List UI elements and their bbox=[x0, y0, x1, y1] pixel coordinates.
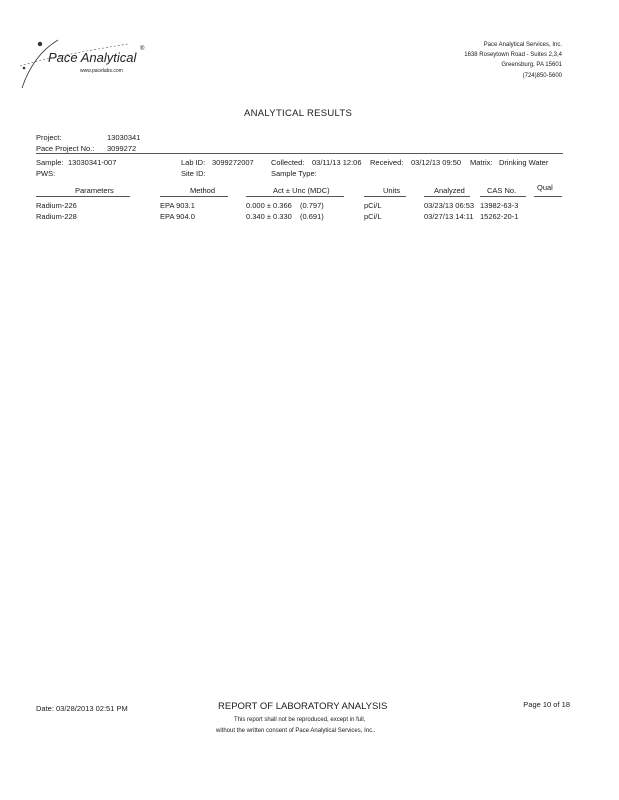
pace-project-label: Pace Project No.: bbox=[36, 144, 95, 153]
footer-date: Date: 03/28/2013 02:51 PM bbox=[36, 704, 128, 713]
row-units: pCi/L bbox=[364, 212, 382, 221]
header-underline-qual bbox=[534, 196, 562, 197]
header-underline-cas bbox=[480, 196, 526, 197]
header-underline-act-unc bbox=[246, 196, 344, 197]
row-analyzed: 03/27/13 14:11 bbox=[424, 212, 474, 221]
document-title: ANALYTICAL RESULTS bbox=[244, 108, 353, 119]
collected-label: Collected: bbox=[271, 158, 305, 167]
lab-id-label: Lab ID: bbox=[181, 158, 206, 167]
row-result: 0.340 ± 0.330 bbox=[246, 212, 292, 221]
header-analyzed: Analyzed bbox=[434, 186, 465, 195]
pace-project-value: 3099272 bbox=[107, 144, 137, 153]
header-act-unc: Act ± Unc (MDC) bbox=[273, 186, 330, 195]
header-qual: Qual bbox=[537, 183, 553, 192]
lab-id-value: 3099272007 bbox=[212, 158, 254, 167]
footer-report-title: REPORT OF LABORATORY ANALYSIS bbox=[218, 701, 388, 712]
row-mdc: (0.797) bbox=[300, 201, 324, 210]
row-parameter: Radium-228 bbox=[36, 212, 77, 221]
matrix-value: Drinking Water bbox=[499, 158, 549, 167]
site-id-label: Site ID: bbox=[181, 169, 206, 178]
row-parameter: Radium-226 bbox=[36, 201, 77, 210]
row-result: 0.000 ± 0.366 bbox=[246, 201, 292, 210]
header-parameters: Parameters bbox=[75, 186, 114, 195]
header-underline-method bbox=[160, 196, 228, 197]
address-line: (724)850-5600 bbox=[522, 73, 562, 79]
header-units: Units bbox=[383, 186, 401, 195]
collected-value: 03/11/13 12:06 bbox=[312, 158, 362, 167]
footer-disclaimer-line: without the written consent of Pace Analytical Services, Inc.. bbox=[216, 728, 376, 734]
row-cas: 15262-20-1 bbox=[480, 212, 519, 221]
logo-trademark: ® bbox=[140, 46, 145, 52]
received-value: 03/12/13 09:50 bbox=[411, 158, 462, 167]
company-website: www.pacelabs.com bbox=[80, 68, 123, 74]
sample-value: 13030341-007 bbox=[68, 158, 117, 167]
sample-label: Sample: bbox=[36, 158, 64, 167]
header-underline-parameters bbox=[36, 196, 130, 197]
received-label: Received: bbox=[370, 158, 404, 167]
company-logo bbox=[18, 30, 148, 90]
row-cas: 13982-63-3 bbox=[480, 201, 519, 210]
address-line: Pace Analytical Services, Inc. bbox=[483, 42, 562, 48]
header-cas: CAS No. bbox=[487, 186, 517, 195]
row-mdc: (0.691) bbox=[300, 212, 324, 221]
header-underline-analyzed bbox=[424, 196, 470, 197]
address-line: Greensburg, PA 15601 bbox=[501, 62, 562, 68]
footer-disclaimer-line: This report shall not be reproduced, except in full, bbox=[234, 717, 366, 723]
row-units: pCi/L bbox=[364, 201, 382, 210]
project-label: Project: bbox=[36, 133, 62, 142]
logo-wordmark: Pace Analytical bbox=[48, 50, 137, 65]
row-method: EPA 903.1 bbox=[160, 201, 195, 210]
header-divider bbox=[36, 153, 563, 154]
project-value: 13030341 bbox=[107, 133, 141, 142]
row-method: EPA 904.0 bbox=[160, 212, 195, 221]
sample-type-label: Sample Type: bbox=[271, 169, 317, 178]
footer-page-number: Page 10 of 18 bbox=[523, 700, 570, 709]
row-analyzed: 03/23/13 06:53 bbox=[424, 201, 475, 210]
address-line: 1638 Roseytown Road - Suites 2,3,4 bbox=[464, 52, 562, 58]
matrix-label: Matrix: bbox=[470, 158, 493, 167]
header-method: Method bbox=[190, 186, 216, 195]
pws-label: PWS: bbox=[36, 169, 56, 178]
header-underline-units bbox=[364, 196, 406, 197]
